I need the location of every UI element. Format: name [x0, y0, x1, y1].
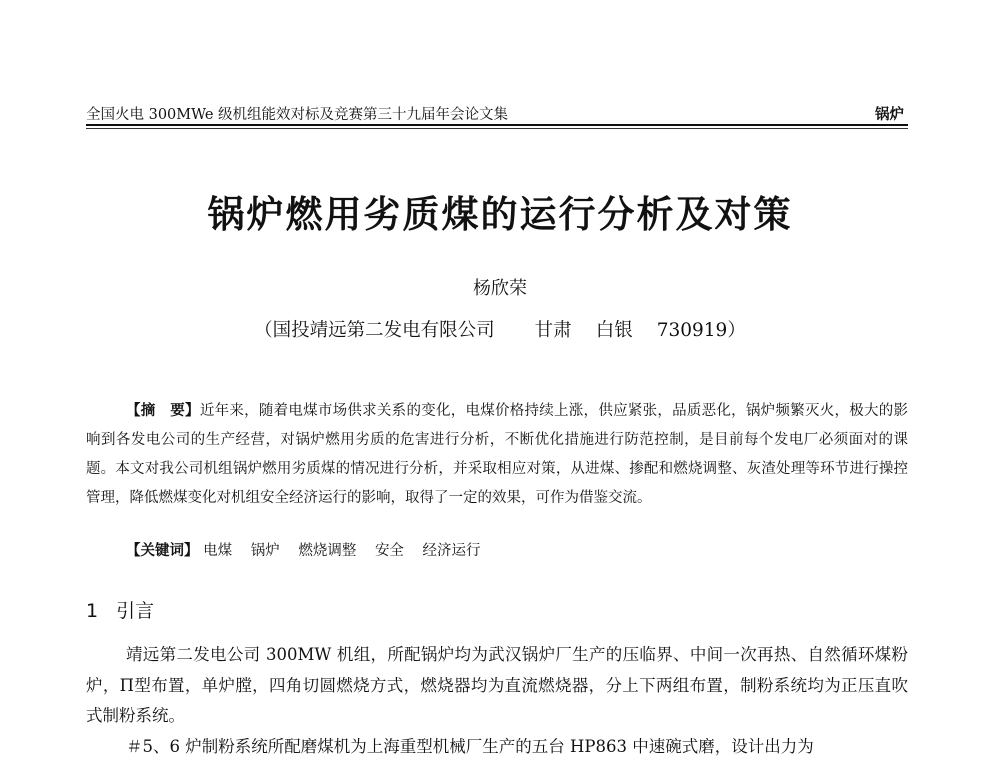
affiliation-city: 白银: [596, 320, 633, 341]
section-body: [86, 640, 908, 762]
proceedings-title: 全国火电 300MWe 级机组能效对标及竞赛第三十九届年会论文集: [86, 103, 508, 124]
keywords-label: 【关键词】: [126, 542, 199, 559]
body-paragraph: 靖远第二发电公司 300MW 机组，所配锅炉均为武汉锅炉厂生产的压临界、中间一次再热、自然循环煤粉炉，Π型布置，单炉膛，四角切圆燃烧方式，燃烧器均为直流燃烧器，分上下两组布置，制粉系统均为正压直吹式制粉系统。: [86, 640, 908, 732]
section-number: 1: [86, 600, 98, 622]
running-header: [86, 99, 906, 125]
keyword: 燃烧调整: [298, 543, 356, 559]
header-rule: [86, 124, 908, 126]
affiliation-close-paren: ）: [727, 320, 746, 341]
author-affiliation: [0, 316, 1000, 342]
affiliation-postcode: 730919: [657, 320, 728, 341]
keyword: 电煤: [203, 543, 232, 559]
body-paragraph: ＃5、6 炉制粉系统所配磨煤机为上海重型机械厂生产的五台 HP863 中速碗式磨，设计出力为: [86, 732, 908, 762]
section-heading: [86, 596, 154, 623]
keywords: [126, 539, 495, 560]
author-name: 杨欣荣: [0, 274, 1000, 300]
abstract-text: 近年来，随着电煤市场供求关系的变化，电煤价格持续上涨，供应紧张，品质恶化，锅炉频繁灭火，极大的影响到各发电公司的生产经营，对锅炉燃用劣质的危害进行分析，不断优化措施进行防范控制，是目前每个发电厂必须面对的课题。本文对我公司机组锅炉燃用劣质煤的情况进行分析，并采取相应对策，从进煤、掺配和燃烧调整、灰渣处理等环节进行操控管理，降低燃煤变化对机组安全经济运行的影响，取得了一定的效果，可作为借鉴交流。: [86, 403, 908, 506]
section-title: 引言: [116, 600, 154, 622]
header-rule-thin: [86, 128, 908, 129]
affiliation-open-paren: （: [254, 320, 273, 341]
section-category: 锅炉: [875, 103, 904, 124]
keyword: 锅炉: [251, 543, 280, 559]
keyword: 安全: [375, 543, 404, 559]
keyword: 经济运行: [423, 543, 481, 559]
abstract: [86, 396, 908, 513]
affiliation-province: 甘肃: [535, 320, 572, 341]
affiliation-org: 国投靖远第二发电有限公司: [273, 320, 495, 341]
abstract-label: 【摘 要】: [126, 402, 200, 419]
paper-title: 锅炉燃用劣质煤的运行分析及对策: [0, 184, 1000, 238]
